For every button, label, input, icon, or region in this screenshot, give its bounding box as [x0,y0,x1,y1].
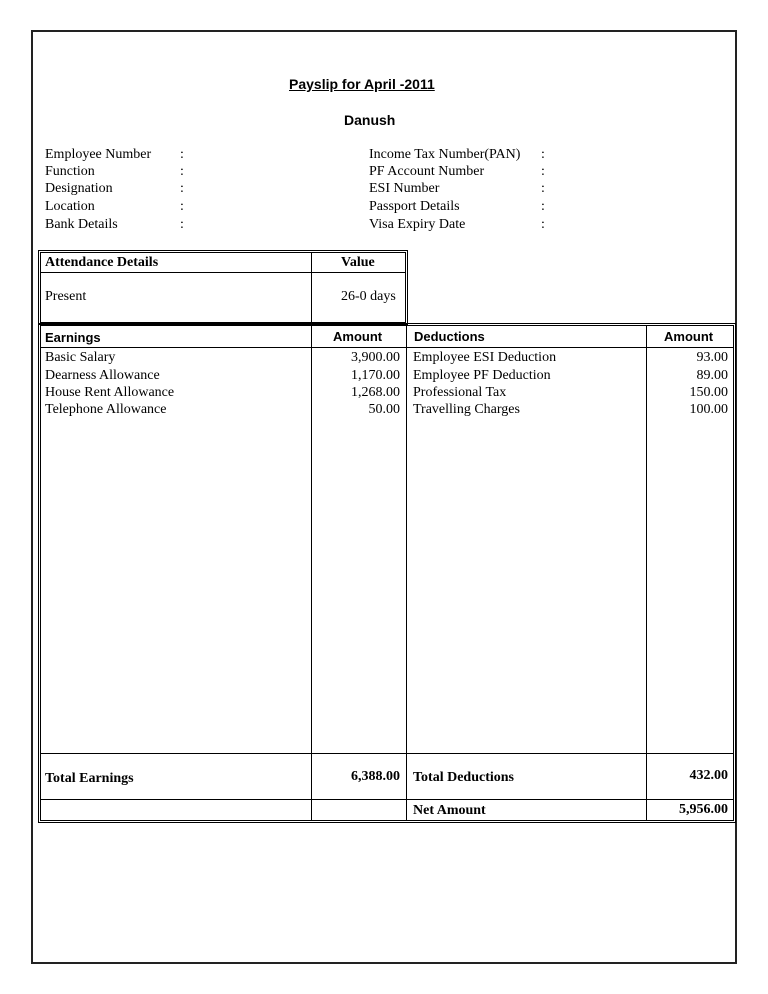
deductions-header: Deductions [414,329,485,344]
earnings-header: Earnings [45,330,101,345]
passport-label: Passport Details [369,199,460,214]
deductions-amount-header: Amount [664,329,714,344]
earnings-row-amount: 1,170.00 [351,368,400,383]
total-deductions-label: Total Deductions [413,770,515,785]
earnings-row-name: House Rent Allowance [45,385,175,400]
deductions-row-amount: 93.00 [696,350,728,365]
attendance-divider [311,252,312,323]
pan-colon: : [541,147,545,162]
location-colon: : [180,199,184,214]
passport-colon: : [541,199,545,214]
pf-account-label: PF Account Number [369,164,485,179]
esi-number-colon: : [541,181,545,196]
pan-label: Income Tax Number(PAN) [369,147,521,162]
visa-expiry-label: Visa Expiry Date [369,217,466,232]
net-amount-label: Net Amount [413,803,486,818]
net-amount-value: 5,956.00 [679,802,728,817]
table-header-rule [40,347,734,348]
payslip-title: Payslip for April -2011 [289,76,435,92]
deductions-row-name: Professional Tax [413,385,507,400]
deductions-row-amount: 89.00 [696,368,728,383]
earnings-row-name: Basic Salary [45,350,116,365]
designation-colon: : [180,181,184,196]
earnings-row-name: Dearness Allowance [45,368,160,383]
deductions-row-name: Employee ESI Deduction [413,350,557,365]
bank-details-label: Bank Details [45,217,118,232]
esi-number-label: ESI Number [369,181,440,196]
bank-details-colon: : [180,217,184,232]
employee-number-label: Employee Number [45,147,152,162]
deductions-row-name: Travelling Charges [413,402,520,417]
deductions-row-amount: 150.00 [689,385,728,400]
attendance-row-label: Present [45,289,87,304]
employee-name: Danush [344,112,396,128]
function-colon: : [180,164,184,179]
attendance-header-rule [40,272,406,273]
earnings-amount-header: Amount [333,329,383,344]
designation-label: Designation [45,181,113,196]
earnings-deductions-divider [406,325,407,821]
pf-account-colon: : [541,164,545,179]
deductions-row-amount: 100.00 [689,402,728,417]
table-total-rule [40,753,734,754]
attendance-header-label: Attendance Details [45,255,159,270]
employee-number-colon: : [180,147,184,162]
total-earnings-amount: 6,388.00 [351,769,400,784]
earnings-row-amount: 3,900.00 [351,350,400,365]
earnings-row-amount: 1,268.00 [351,385,400,400]
deductions-row-name: Employee PF Deduction [413,368,551,383]
earnings-row-name: Telephone Allowance [45,402,167,417]
location-label: Location [45,199,95,214]
visa-expiry-colon: : [541,217,545,232]
total-deductions-amount: 432.00 [689,768,728,783]
function-label: Function [45,164,95,179]
attendance-header-value: Value [341,255,375,270]
attendance-row-value: 26-0 days [341,289,396,304]
total-earnings-label: Total Earnings [45,771,134,786]
table-net-rule [40,799,734,800]
earnings-row-amount: 50.00 [368,402,400,417]
